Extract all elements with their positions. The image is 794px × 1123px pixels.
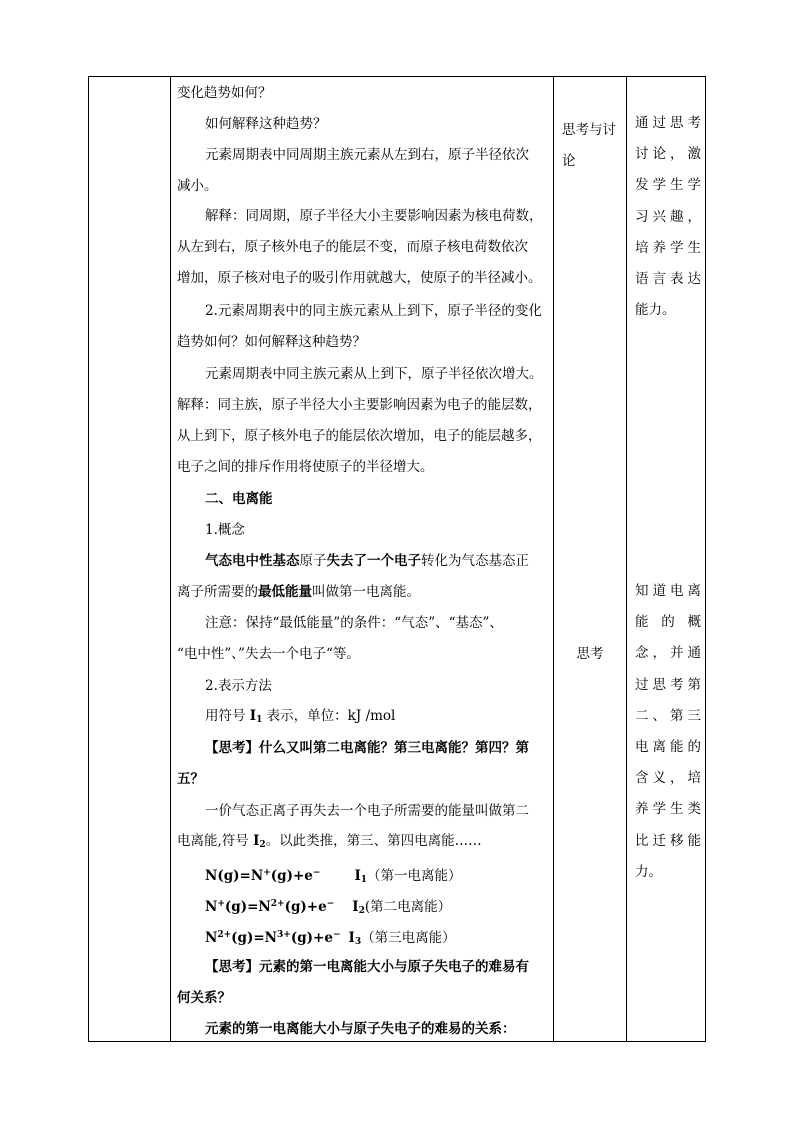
column-divider [553,77,554,1041]
content-line: 从上到下，原子核外电子的能层依次增加，电子的能层越多， [177,428,542,444]
think-question: 【思考】元素的第一电离能大小与原子失电子的难易有 [205,959,529,975]
activity-line: 论 [562,153,576,169]
content-line: 减小。 [177,178,218,194]
definition-line: 气态电中性基态原子失去了一个电子转化为气态基态正 [205,553,529,569]
content-line: 变化趋势如何？ [177,85,272,101]
content-line: 从左到右，原子核外电子的能层不变，而原子核电荷数依次 [177,239,528,255]
design-intent-2: 知道电离能的概念，并通过思考第二、第三电离能的含义，培养学生类比迁移能力。 [635,583,701,880]
content-line: 电子之间的排斥作用将使原子的半径增大。 [177,459,434,475]
note-line: 注意：保持“最低能量”的条件：“气态”、“基态”、 [205,615,503,631]
definition-line: 离子所需要的最低能量叫做第一电离能。 [177,584,420,600]
content-line: 解释：同周期，原子半径大小主要影响因素为核电荷数， [205,208,543,224]
equation-3: $N^{2+}(g)=N^{3+}(g)+e^-$ $I_3$（第三电离能） [205,930,456,947]
subsection-heading: 1.概念 [205,522,245,538]
content-line: 增加，原子核对电子的吸引作用就越大，使原子的半径减小。 [177,270,542,286]
content-line: 2.元素周期表中的同主族元素从上到下，原子半径的变化 [205,303,542,319]
column-divider [170,77,171,1041]
think-question: 【思考】什么又叫第二电离能？第三电离能？第四？第 [205,740,529,756]
content-line: 如何解释这种趋势？ [205,116,327,132]
note-line: “电中性”、”失去一个电子“等。 [177,646,360,662]
content-line: 元素周期表中同周期主族元素从左到右，原子半径依次 [205,147,529,163]
think-question: 五？ [177,771,204,787]
equation-2: $N^+(g)=N^{2+}(g)+e^-$ $I_2$(第二电离能） [205,899,452,916]
student-activity-1 [554,115,634,177]
section-heading: 二、电离能 [205,491,273,507]
symbol-line: 用符号 $I_1$ 表示，单位：kJ /mol [205,708,396,725]
content-line: 解释：同主族，原子半径大小主要影响因素为电子的能层数， [177,397,542,413]
answer-line: 一价气态正离子再失去一个电子所需要的能量叫做第二 [205,803,529,819]
lesson-plan-table [88,76,706,1042]
activity-line: 思考与讨 [562,122,616,138]
design-intent-1: 通过思考讨论，激发学生学习兴趣，培养学生语言表达能力。 [635,115,701,319]
student-activity-2: 思考 [576,646,604,662]
equation-1: N(g)=N+(g)+e− $I_1$（第一电离能） [205,868,462,885]
answer-line: 电离能,符号 $I_2$。以此类推，第三、第四电离能…… [177,833,482,850]
think-question: 何关系？ [177,990,231,1006]
content-line: 趋势如何？如何解释这种趋势？ [177,334,366,350]
content-line: 元素的第一电离能大小与原子失电子的难易的关系： [205,1021,516,1037]
content-line: 元素周期表中同主族元素从上到下，原子半径依次增大。 [205,366,543,382]
subsection-heading: 2.表示方法 [205,678,272,694]
